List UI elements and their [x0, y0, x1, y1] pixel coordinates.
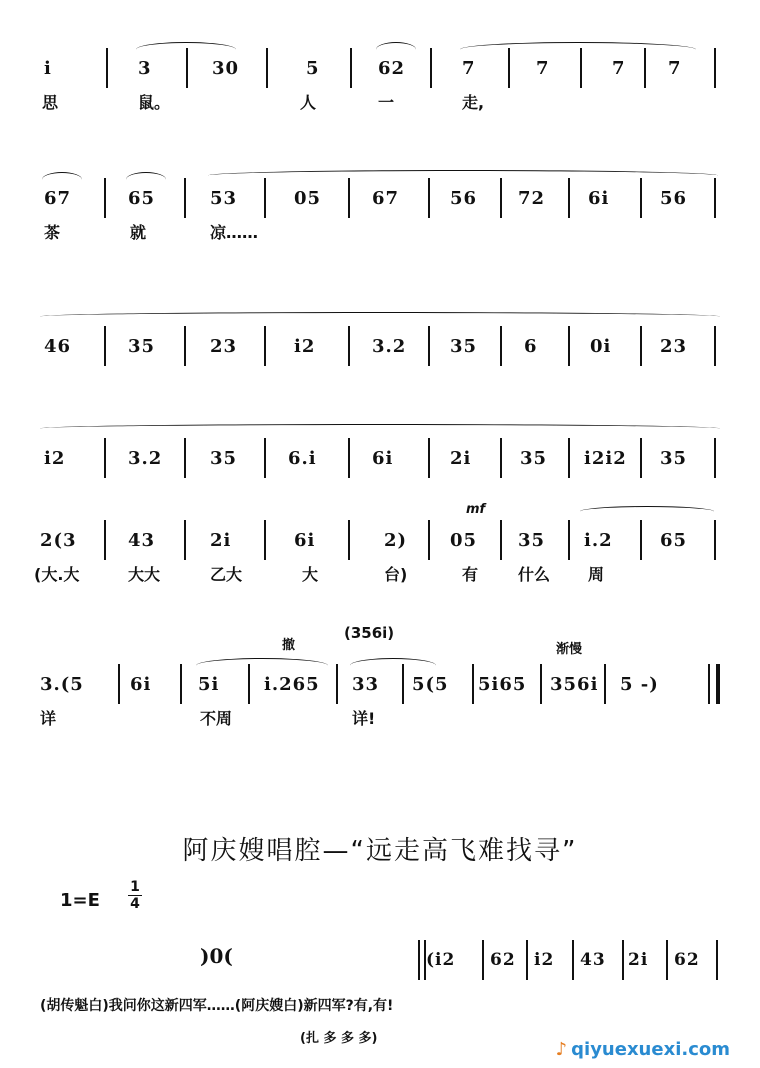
lyric: 台) — [384, 565, 408, 584]
dynamic-mf: mf — [466, 502, 486, 517]
lyric: 周 — [588, 565, 605, 584]
time-numerator: 1 — [130, 879, 140, 895]
barline — [622, 940, 624, 980]
barline — [604, 664, 606, 704]
slur — [580, 506, 714, 517]
note: 62 — [674, 950, 700, 970]
barline — [540, 664, 542, 704]
barline — [430, 48, 432, 88]
lyric: 凉…… — [210, 223, 259, 242]
note: 65 — [128, 188, 156, 209]
system-5 — [0, 502, 760, 586]
note: i — [44, 58, 52, 79]
barline — [568, 178, 570, 218]
note: i2i2 — [584, 448, 627, 469]
lyric: 一 — [378, 93, 395, 112]
note: 3.2 — [128, 448, 163, 469]
barline — [500, 520, 502, 560]
system-2 — [0, 178, 760, 244]
barline — [428, 326, 430, 366]
lyric: 就 — [130, 223, 147, 242]
barline — [568, 326, 570, 366]
note: i2 — [294, 336, 316, 357]
slur — [40, 312, 720, 321]
barline — [264, 520, 266, 560]
spoken-dialogue: (胡传魁白)我问你这新四军……(阿庆嫂白)新四军?有,有! — [40, 998, 394, 1014]
note: 6.i — [288, 448, 317, 469]
note: 35 — [450, 336, 478, 357]
barline — [472, 664, 474, 704]
note: 53 — [210, 188, 238, 209]
note: i2 — [44, 448, 66, 469]
barline — [266, 48, 268, 88]
note: 23 — [210, 336, 238, 357]
note: 35 — [660, 448, 688, 469]
barline — [348, 326, 350, 366]
slur — [136, 42, 236, 57]
marking-ornament: (356i) — [344, 624, 395, 642]
slur — [40, 424, 720, 433]
barline — [350, 48, 352, 88]
note: 65 — [660, 530, 688, 551]
note-row — [0, 624, 760, 704]
note: 33 — [352, 674, 380, 695]
note-row — [0, 940, 760, 980]
note: 6i — [130, 674, 152, 695]
barline — [714, 326, 716, 366]
note: i.2 — [584, 530, 613, 551]
lyric: 详 — [40, 709, 57, 728]
note: 356i — [550, 674, 599, 695]
slur — [196, 658, 328, 673]
note-row — [0, 502, 760, 560]
note: 7 — [612, 58, 626, 79]
time-denominator: 4 — [130, 896, 140, 912]
lyric: 大大 — [128, 565, 161, 584]
barline — [106, 48, 108, 88]
note: 7 — [536, 58, 550, 79]
barline — [716, 940, 718, 980]
barline — [104, 520, 106, 560]
note-row — [0, 438, 760, 478]
note: 2i — [450, 448, 472, 469]
barline — [714, 438, 716, 478]
note: 35 — [210, 448, 238, 469]
note: 2i — [628, 950, 649, 970]
barline — [184, 178, 186, 218]
note: 23 — [660, 336, 688, 357]
note: 7 — [462, 58, 476, 79]
note: 05 — [450, 530, 478, 551]
slur — [376, 42, 416, 57]
system-4 — [0, 438, 760, 478]
slur — [208, 170, 718, 181]
note: 30 — [212, 58, 240, 79]
barline — [482, 940, 484, 980]
barline — [348, 438, 350, 478]
note: 62 — [490, 950, 516, 970]
watermark-text: qiyuexuexi.com — [571, 1039, 730, 1060]
lyric-row — [0, 218, 760, 244]
note: 6 — [524, 336, 538, 357]
note: 35 — [520, 448, 548, 469]
note: 56 — [660, 188, 688, 209]
note: 35 — [128, 336, 156, 357]
barline — [568, 520, 570, 560]
note: 05 — [294, 188, 322, 209]
note: 5 — [306, 58, 320, 79]
note: i2 — [534, 950, 555, 970]
slur — [42, 172, 82, 187]
intro-system — [0, 940, 760, 980]
barline — [640, 178, 642, 218]
note: 35 — [518, 530, 546, 551]
note: 67 — [44, 188, 72, 209]
note: 5i — [198, 674, 220, 695]
marking-jianman: 渐慢 — [556, 642, 583, 657]
note: 2) — [384, 530, 408, 551]
barline — [348, 520, 350, 560]
note: 6i — [588, 188, 610, 209]
barline — [500, 178, 502, 218]
lyric-row — [0, 88, 760, 114]
lyric: 乙大 — [210, 565, 243, 584]
note: 46 — [44, 336, 72, 357]
barline — [640, 326, 642, 366]
barline — [572, 940, 574, 980]
note: 62 — [378, 58, 406, 79]
lyric-row — [0, 560, 760, 586]
lyric: 大 — [302, 565, 319, 584]
note: 0i — [590, 336, 612, 357]
time-signature — [128, 880, 142, 911]
barline — [336, 664, 338, 704]
barline — [428, 520, 430, 560]
lyric: 茶 — [44, 223, 61, 242]
barline — [714, 178, 716, 218]
note: 7 — [668, 58, 682, 79]
barline — [104, 438, 106, 478]
barline — [264, 326, 266, 366]
note: (i2 — [426, 950, 456, 970]
system-1 — [0, 48, 760, 114]
lyric: 什么 — [518, 565, 551, 584]
lyric: 思 — [42, 93, 59, 112]
lyric: 不周 — [200, 709, 233, 728]
note: 56 — [450, 188, 478, 209]
song-title: 阿庆嫂唱腔—“远走高飞难找寻” — [182, 836, 578, 866]
percussion-cue: (扎 多 多 多) — [300, 1031, 378, 1046]
slur — [126, 172, 166, 187]
barline — [640, 438, 642, 478]
barline — [118, 664, 120, 704]
watermark — [556, 1039, 730, 1060]
slur — [350, 658, 436, 673]
barline — [264, 178, 266, 218]
barline — [184, 520, 186, 560]
barline — [104, 178, 106, 218]
note: 67 — [372, 188, 400, 209]
system-3 — [0, 326, 760, 366]
note: 5i65 — [478, 674, 527, 695]
intro-rest: )0( — [200, 944, 233, 968]
note: 2i — [210, 530, 232, 551]
note: 3.(5 — [40, 674, 84, 695]
barline — [500, 438, 502, 478]
barline — [264, 438, 266, 478]
lyric: 鼠。 — [138, 93, 171, 112]
lyric: 详! — [352, 709, 376, 728]
music-note-icon: ♪ — [555, 1039, 568, 1060]
note: 6i — [294, 530, 316, 551]
note: 3 — [138, 58, 152, 79]
note: 2(3 — [40, 530, 77, 551]
note-row — [0, 178, 760, 218]
slur — [460, 42, 696, 57]
note: 3.2 — [372, 336, 407, 357]
marking-che: 撤 — [282, 638, 296, 653]
barline — [666, 940, 668, 980]
note-row — [0, 326, 760, 366]
barline — [104, 326, 106, 366]
final-barline-thin — [708, 664, 710, 704]
note-row — [0, 48, 760, 88]
barline — [500, 326, 502, 366]
note: 43 — [128, 530, 156, 551]
note: 6i — [372, 448, 394, 469]
lyric: 有 — [462, 565, 479, 584]
barline — [180, 664, 182, 704]
key-signature: 1=E — [60, 890, 100, 911]
barline — [640, 520, 642, 560]
note: 43 — [580, 950, 606, 970]
barline — [568, 438, 570, 478]
barline — [184, 438, 186, 478]
note: 5(5 — [412, 674, 449, 695]
barline — [418, 940, 420, 980]
note: 5 -) — [620, 674, 659, 695]
barline — [348, 178, 350, 218]
lyric: 人 — [300, 93, 317, 112]
final-barline-thick — [716, 664, 720, 704]
lyric: (大.大 — [34, 565, 80, 584]
barline — [714, 48, 716, 88]
note: 72 — [518, 188, 546, 209]
system-6 — [0, 624, 760, 730]
barline — [184, 326, 186, 366]
barline — [428, 438, 430, 478]
lyric-row — [0, 704, 760, 730]
lyric: 走, — [462, 93, 485, 112]
note: i.265 — [264, 674, 320, 695]
barline — [428, 178, 430, 218]
barline — [526, 940, 528, 980]
barline — [714, 520, 716, 560]
